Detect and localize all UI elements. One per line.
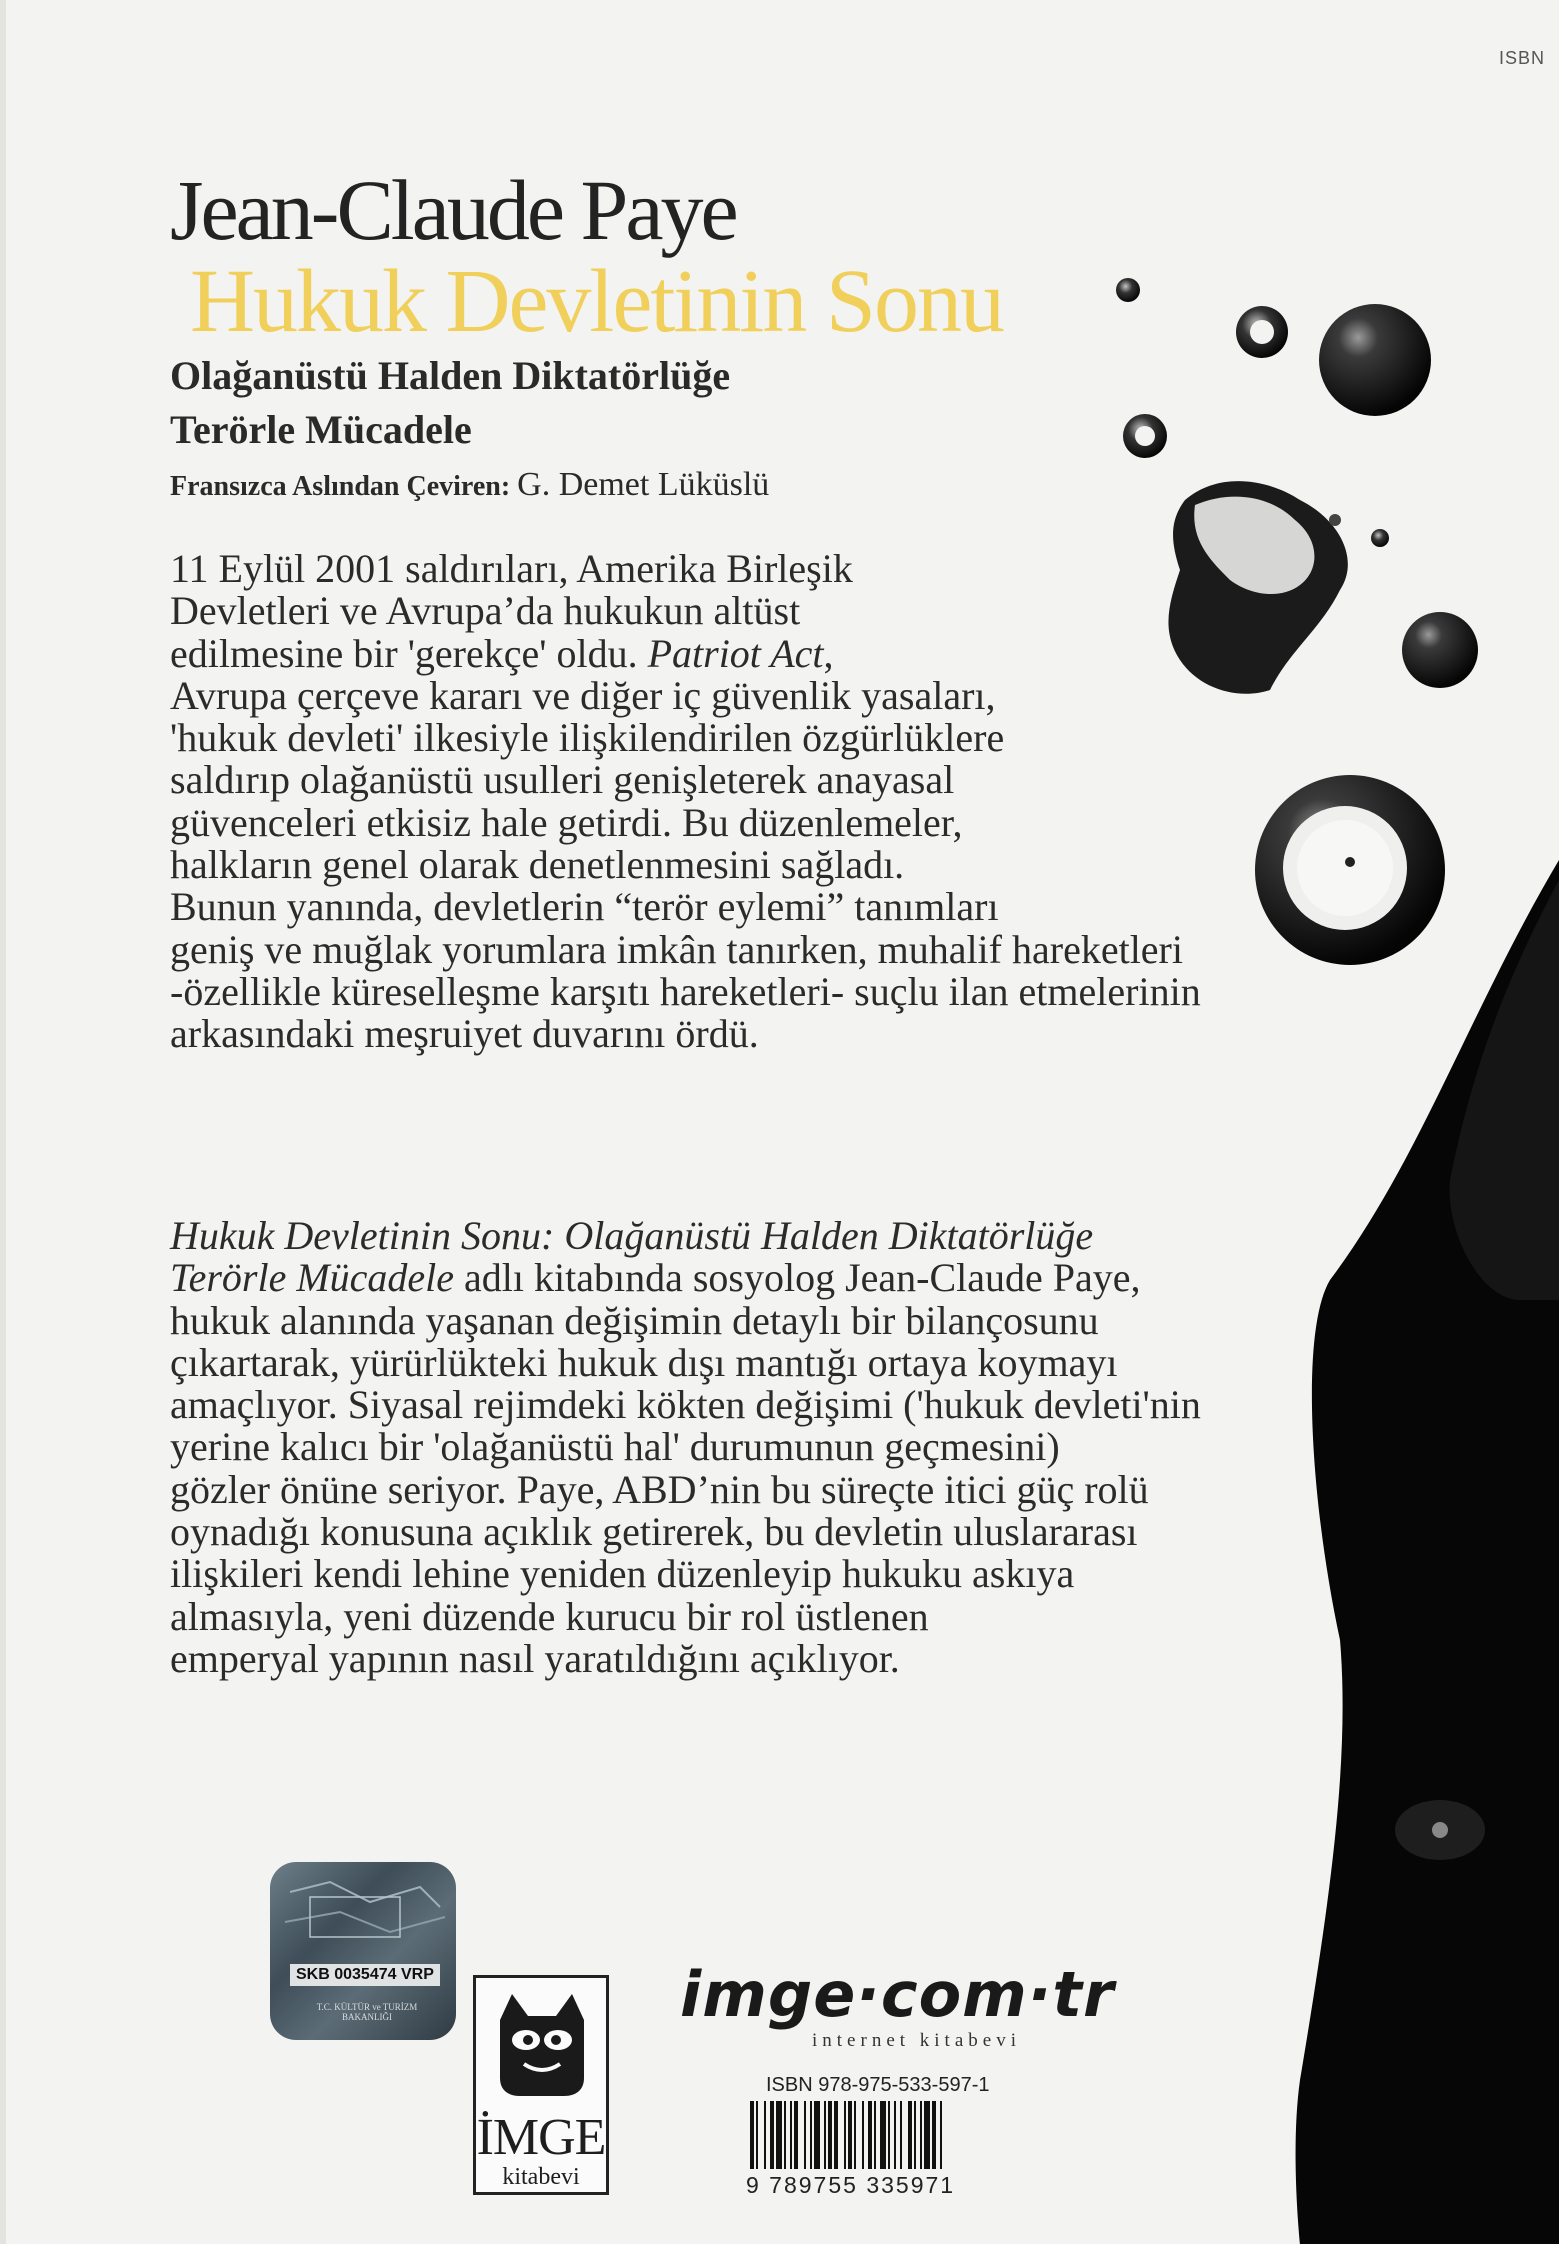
- barcode-bar: [790, 2101, 792, 2169]
- barcode-bar: [814, 2101, 820, 2169]
- p1-line: 11 Eylül 2001 saldırıları, Amerika Birleşik: [170, 546, 853, 591]
- p1-line: saldırıp olağanüstü usulleri genişleterek anayasal: [170, 757, 955, 803]
- author-name: Jean-Claude Paye: [170, 162, 736, 258]
- p1-line: Bunun yanında, devletlerin “terör eylemi” tanımları: [170, 884, 999, 930]
- p1-line: Devletleri ve Avrupa’da hukukun altüst: [170, 588, 801, 634]
- translator-credit: [170, 466, 769, 504]
- p2-text: adlı kitabında sosyolog Jean-Claude Paye,: [454, 1255, 1141, 1301]
- p2-italic-title: Hukuk Devletinin Sonu: Olağanüstü Halden Diktatörlüğe: [170, 1213, 1094, 1258]
- barcode-icon: [746, 2101, 1026, 2178]
- hologram-code: SKB 0035474 VRP: [290, 1964, 440, 1986]
- p1-line-with-italic: [170, 631, 834, 676]
- translator-label: Fransızca Aslından Çeviren:: [170, 471, 511, 502]
- p2-line: almasıyla, yeni düzende kurucu bir rol üstlenen: [170, 1593, 929, 1639]
- logo-word: İMGE: [476, 2109, 606, 2166]
- cat-logo-icon: [490, 1990, 594, 2100]
- hologram-pattern: [270, 1862, 456, 1962]
- barcode-bar: [776, 2101, 782, 2169]
- barcode-digits: 9 789755 335971: [746, 2172, 956, 2198]
- barcode-bar: [794, 2101, 798, 2169]
- barcode-bar: [784, 2101, 786, 2169]
- p2-line: gözler önüne seriyor. Paye, ABD’nin bu süreçte itici güç rolü: [170, 1466, 1149, 1512]
- p1-line: halkların genel olarak denetlenmesini sağladı.: [170, 842, 905, 888]
- translator-name: G. Demet Lüküslü: [517, 466, 770, 503]
- p1-line: arkasındaki meşruiyet duvarını ördü.: [170, 1011, 759, 1057]
- p1-text: edilmesine bir 'gerekçe' oldu.: [170, 630, 648, 676]
- p2-italic-title-2: Terörle Mücadele: [170, 1255, 455, 1301]
- book-title: Hukuk Devletinin Sonu: [190, 252, 1003, 351]
- hologram-sticker-icon: [270, 1862, 456, 2040]
- p2-line: oynadığı konusuna açıklık getirerek, bu devletin uluslararası: [170, 1509, 1138, 1555]
- barcode-bar: [804, 2101, 806, 2169]
- barcode-bar: [900, 2101, 902, 2169]
- isbn-number: ISBN 978-975-533-597-1: [766, 2074, 990, 2096]
- barcode-bar: [750, 2101, 754, 2169]
- hologram-ministry-text: T.C. KÜLTÜR ve TURİZM BAKANLIĞI: [316, 2002, 418, 2022]
- barcode-bar: [810, 2101, 812, 2169]
- p2-line: hukuk alanında yaşanan değişimin detaylı bir bilançosunu: [170, 1297, 1099, 1343]
- barcode-bar: [920, 2101, 922, 2169]
- barcode-bar: [924, 2101, 930, 2169]
- p2-line: çıkartarak, yürürlükteki hukuk dışı mantığı ortaya koymayı: [170, 1339, 1118, 1385]
- barcode-bar: [908, 2101, 912, 2169]
- website-subtitle: internet kitabevi: [812, 2030, 1021, 2051]
- p1-line: [170, 630, 1201, 676]
- p1-line: -özellikle küreselleşme karşıtı hareketleri- suçlu ilan etmelerinin: [170, 968, 1201, 1014]
- logo-subtext: kitabevi: [502, 2164, 580, 2190]
- barcode-bar: [862, 2101, 864, 2169]
- barcode-bar: [764, 2101, 766, 2169]
- description-paragraph-1: [170, 548, 1201, 1056]
- barcode-bar: [854, 2101, 856, 2169]
- p2-line: yerine kalıcı bir 'olağanüstü hal' durumunun geçmesini): [170, 1424, 1060, 1470]
- subtitle-line-1: Olağanüstü Halden Diktatörlüğe: [170, 353, 731, 398]
- barcode-bar: [894, 2101, 896, 2169]
- p1-line: güvenceleri etkisiz hale getirdi. Bu düzenlemeler,: [170, 799, 963, 845]
- barcode-bar: [940, 2101, 942, 2169]
- barcode-bar: [770, 2101, 774, 2169]
- barcode-bar: [824, 2101, 826, 2169]
- website-name: imge·com·tr: [680, 1958, 1115, 2031]
- barcode-bar: [834, 2101, 838, 2169]
- barcode-bar: [756, 2101, 758, 2169]
- barcode-bar: [874, 2101, 876, 2169]
- barcode-bar: [828, 2101, 832, 2169]
- barcode-bar: [888, 2101, 890, 2169]
- isbn-vertical-label: ISBN: [1498, 48, 1545, 68]
- p2-line: [170, 1257, 1201, 1299]
- p1-text: ,: [823, 630, 834, 676]
- barcode-bar: [848, 2101, 852, 2169]
- barcode-bar: [844, 2101, 846, 2169]
- barcode-bar: [880, 2101, 886, 2169]
- barcode-bars: [746, 2101, 1026, 2173]
- p2-line: emperyal yapının nasıl yaratıldığını açıklıyor.: [170, 1635, 900, 1681]
- p1-line: geniş ve muğlak yorumlara imkân tanırken, muhalif hareketleri: [170, 926, 1183, 972]
- p2-line: ilişkileri kendi lehine yeniden düzenleyip hukuku askıya: [170, 1551, 1075, 1597]
- barcode-bar: [868, 2101, 872, 2169]
- p1-line: Avrupa çerçeve kararı ve diğer iç güvenlik yasaları,: [170, 672, 996, 718]
- description-paragraph-2: [170, 1215, 1201, 1680]
- p2-line: amaçlıyor. Siyasal rejimdeki kökten değişimi ('hukuk devleti'nin: [170, 1382, 1201, 1428]
- subtitle-line-2: Terörle Mücadele: [170, 407, 472, 452]
- barcode-bar: [932, 2101, 936, 2169]
- publisher-logo: [473, 1975, 609, 2195]
- barcode-bar: [914, 2101, 916, 2169]
- p1-italic-phrase: Patriot Act: [647, 630, 824, 676]
- p1-line: 'hukuk devleti' ilkesiyle ilişkilendirilen özgürlüklere: [170, 715, 1005, 761]
- p2-line: [170, 1215, 1201, 1257]
